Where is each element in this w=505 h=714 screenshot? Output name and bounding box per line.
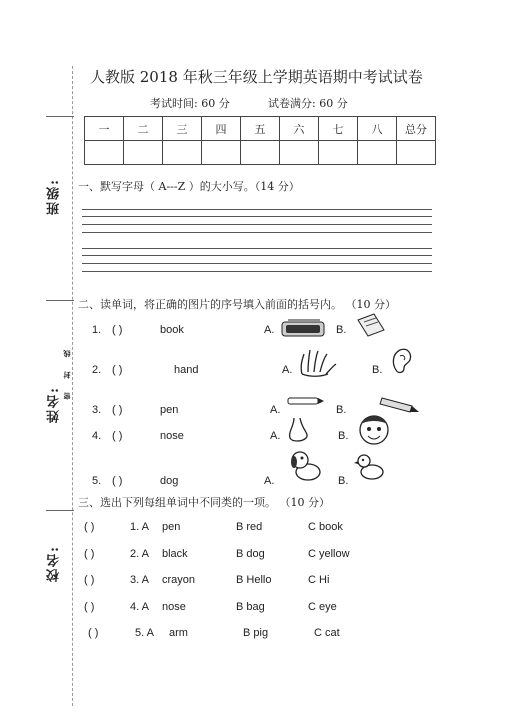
score-table-header-row — [85, 117, 436, 141]
writing-line[interactable] — [82, 248, 432, 249]
s3-option-c: C yellow — [308, 548, 350, 560]
s3-option-c: C cat — [314, 627, 340, 639]
s2-option-b: B. — [338, 430, 349, 442]
writing-line[interactable] — [82, 224, 432, 225]
score-cell[interactable] — [280, 141, 319, 165]
writing-line[interactable] — [82, 271, 432, 272]
score-header: 五 — [241, 117, 280, 141]
s2-answer-paren[interactable]: ( ) — [112, 430, 123, 442]
score-cell[interactable] — [358, 141, 397, 165]
s3-option-a: pen — [162, 521, 181, 533]
score-cell[interactable] — [85, 141, 124, 165]
s2-word: dog — [160, 475, 179, 487]
s3-answer-paren[interactable]: ( ) — [84, 574, 95, 586]
exam-full-score: 试卷满分: 60 分 — [268, 97, 348, 110]
s2-item-num: 5. — [92, 475, 102, 487]
s2-answer-paren[interactable]: ( ) — [112, 364, 123, 376]
s2-answer-paren[interactable]: ( ) — [112, 324, 123, 336]
school-label: 校名: — [47, 545, 62, 582]
s3-item-num: 1. A — [130, 521, 149, 533]
score-header: 一 — [85, 117, 124, 141]
nose-icon — [284, 416, 312, 444]
s3-item-num: 3. A — [130, 574, 149, 586]
score-header: 七 — [319, 117, 358, 141]
score-cell[interactable] — [124, 141, 163, 165]
s2-option-b: B. — [336, 404, 347, 416]
exam-title: 人教版 2018 年秋三年级上学期英语期中考试试卷 — [90, 68, 423, 86]
s2-word: hand — [174, 364, 199, 376]
section1-title: 一、默写字母（ A---Z ）的大小写。（14 分） — [78, 180, 300, 193]
score-cell[interactable] — [319, 141, 358, 165]
pencil-case-icon — [280, 316, 328, 340]
s3-option-b: B dog — [236, 548, 265, 560]
s2-item-num: 3. — [92, 404, 102, 416]
s3-option-a: arm — [169, 627, 188, 639]
hand-icon — [296, 348, 338, 378]
s3-answer-paren[interactable]: ( ) — [84, 601, 95, 613]
writing-line[interactable] — [82, 232, 432, 233]
score-cell[interactable] — [241, 141, 280, 165]
duck-icon — [354, 452, 386, 482]
ear-icon — [390, 346, 414, 376]
s3-option-c: C Hi — [308, 574, 330, 586]
s3-option-a: crayon — [162, 574, 196, 586]
s2-word: book — [160, 324, 184, 336]
s2-word: pen — [160, 404, 179, 416]
writing-line[interactable] — [82, 216, 432, 217]
s3-answer-paren[interactable]: ( ) — [84, 548, 95, 560]
s2-option-a: A. — [270, 404, 281, 416]
s2-option-b: B. — [338, 475, 349, 487]
s3-item-num: 5. A — [135, 627, 154, 639]
school-underline — [46, 510, 74, 511]
s3-option-b: B red — [236, 521, 263, 533]
score-header: 三 — [163, 117, 202, 141]
score-header: 六 — [280, 117, 319, 141]
score-header: 二 — [124, 117, 163, 141]
s2-option-a: A. — [270, 430, 281, 442]
score-header: 四 — [202, 117, 241, 141]
score-table-blank-row — [85, 141, 436, 165]
s2-option-b: B. — [336, 324, 347, 336]
s3-option-b: B pig — [243, 627, 269, 639]
s2-item-num: 1. — [92, 324, 102, 336]
exam-time: 考试时间: 60 分 — [150, 97, 230, 110]
pen-icon — [286, 394, 326, 408]
name-underline — [46, 300, 74, 301]
s2-word: nose — [160, 430, 184, 442]
score-table — [84, 116, 436, 165]
writing-line[interactable] — [82, 255, 432, 256]
s2-answer-paren[interactable]: ( ) — [112, 475, 123, 487]
s3-option-b: B Hello — [236, 574, 272, 586]
s3-option-a: nose — [162, 601, 186, 613]
class-underline — [46, 116, 74, 117]
notebook-icon — [354, 312, 386, 338]
s2-item-num: 4. — [92, 430, 102, 442]
binding-line — [72, 66, 73, 706]
section2-title: 二、读单词，将正确的图片的序号填入前面的括号内。 （10 分） — [78, 298, 396, 311]
dog-icon — [288, 448, 324, 482]
s2-answer-paren[interactable]: ( ) — [112, 404, 123, 416]
s3-option-b: B bag — [236, 601, 265, 613]
s3-item-num: 2. A — [130, 548, 149, 560]
s2-option-a: A. — [264, 324, 275, 336]
s3-option-a: black — [162, 548, 188, 560]
s2-option-a: A. — [264, 475, 275, 487]
class-label: 班级: — [47, 178, 62, 215]
s3-answer-paren[interactable]: ( ) — [88, 627, 99, 639]
face-icon — [356, 412, 392, 448]
score-header: 八 — [358, 117, 397, 141]
writing-line[interactable] — [82, 263, 432, 264]
score-cell[interactable] — [202, 141, 241, 165]
s3-option-c: C book — [308, 521, 343, 533]
seal-text: 密 封 线 — [62, 344, 71, 400]
writing-line[interactable] — [82, 209, 432, 210]
s3-option-c: C eye — [308, 601, 337, 613]
score-header: 总分 — [397, 117, 436, 141]
score-cell[interactable] — [163, 141, 202, 165]
s2-option-a: A. — [282, 364, 293, 376]
score-cell[interactable] — [397, 141, 436, 165]
name-label: 姓名: — [47, 386, 62, 423]
s3-item-num: 4. A — [130, 601, 149, 613]
s2-option-b: B. — [372, 364, 383, 376]
s2-item-num: 2. — [92, 364, 102, 376]
s3-answer-paren[interactable]: ( ) — [84, 521, 95, 533]
section3-title: 三、选出下列每组单词中不同类的一项。 （10 分） — [78, 496, 330, 509]
